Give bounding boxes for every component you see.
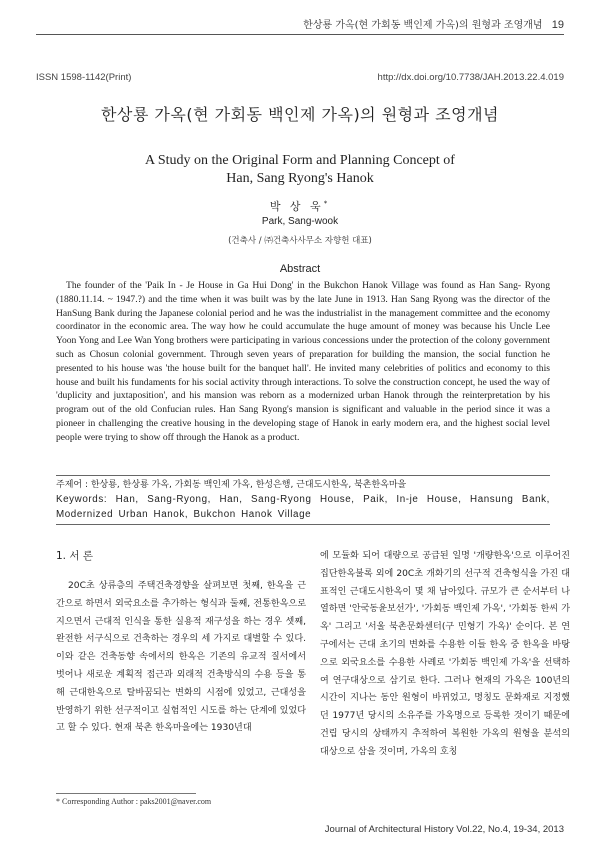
abstract-body (56, 279, 550, 445)
page-number: 19 (551, 19, 564, 31)
title-korean: 한상룡 가옥(현 가회동 백인제 가옥)의 원형과 조영개념 (100, 105, 500, 124)
author-korean (0, 198, 600, 214)
body-left-text: 20C초 상류층의 주택건축경향을 살펴보면 첫째, 한옥을 근간으로 하면서 외국요소를 추가하는 형식과 둘째, 전통한옥으로 지으면서 근대적 인식을 통한 실용적 재구성을 하는 경우 셋째, 완전한 서구식으로 건축하는 경우의 세 가지로 대별할 수 있다. 이와 같은 건축동향 속에서의 한옥은 기존의 유교적 질서에서 벗어나 새로운 계획적 접근과 외래적 건축방식의 수용 등을 통해 근대한옥으로 탈바꿈되는 변화의 시점에 있었고, 근대성을 반영하기 위한 선구적이고 실험적인 시도를 하는 단계에 있었다고 할 수 있다. 현재 북촌 한옥마을에는 1930년대 (56, 581, 306, 734)
section-heading: 1. 서 론 (56, 550, 93, 562)
header-rule (36, 34, 564, 35)
abstract-heading: Abstract (279, 263, 321, 275)
abstract-text: The founder of the 'Paik In - Je House in Ga Hui Dong' in the Bukchon Hanok Village was found as Han Sang- Ryong (1880.11.14. ~ 1947.?) and the time when it was built was by the late June in 1913. Han Sang Ryong was the director of the HanSung Bank during the Japanese colonial period and he was the industrialist in the management committee and the economy coordinator in the economic area. The way how he could accumulate the huge amount of money was because his Uncle Lee Yoon Yong and Lee Wan Yong brothers were participating in various concessions under the protection of the colony government such as Chosun colonial government. Through seven years of preparation for building the mansion, the social function he presented to his house was 'the house built for the banquet hall'. He invited many celebrities of politics and economy to this house and built his fundaments for his social activity through interactions. To solve the construction concept, he used the way of 'duplicity and juxtaposition', and his mansion was reborn as a modernized urban Hanok through the reinterpretation by his program out of the old Confucian rules. Han Sang Ryong's mansion is significant and valuable in the period since it was a pioneer in challenging the creative housing in the developing stage of Hanok in early modern era, and the highest social level people were trying to show off through the Hanok as a product. (56, 280, 550, 443)
running-header (303, 16, 564, 31)
journal-citation: Journal of Architectural History Vol.22, No.4, 19-34, 2013 (324, 824, 564, 835)
title-english-line1: A Study on the Original Form and Planning Concept of (145, 153, 455, 168)
body-left-column (56, 578, 306, 738)
keywords-bottom-rule (56, 524, 550, 525)
title-english (0, 152, 600, 188)
footnote-rule (56, 793, 196, 794)
keywords-top-rule (56, 475, 550, 476)
keywords-english: Keywords: Han, Sang-Ryong, Han, Sang-Ryong House, Paik, In-je House, Hansung Bank, Modernized Urban Hanok, Bukchon Hanok Village (56, 494, 550, 520)
body-right-column (320, 548, 570, 762)
keywords-korean: 주제어 : 한상룡, 한상룡 가옥, 가회동 백인제 가옥, 한성은행, 근대도시한옥, 북촌한옥마을 (56, 480, 407, 490)
doi-link[interactable]: http://dx.doi.org/10.7738/JAH.2013.22.4.019 (377, 72, 564, 83)
corresponding-author-footnote: * Corresponding Author : paks2001@naver.com (56, 797, 212, 806)
title-english-line2: Han, Sang Ryong's Hanok (226, 171, 374, 186)
author-english: Park, Sang-wook (261, 216, 339, 227)
author-footnote-mark: * (323, 199, 331, 208)
running-title: 한상룡 가옥(현 가회동 백인제 가옥)의 원형과 조영개념 (303, 20, 543, 31)
author-affiliation: (건축사 / ㈜건축사사무소 자향헌 대표) (228, 236, 372, 246)
issn: ISSN 1598-1142(Print) (36, 72, 132, 83)
body-right-text: 에 모듈화 되어 대량으로 공급된 일명 '개량한옥'으로 이루어진 집단한옥불록 외에 20C초 개화기의 선구적 건축형식을 가진 대표적인 근대도시한옥이 몇 채 남아있다. 규모가 큰 순서부터 나열하면 '안국동윤보선가', '가회동 백인제 가옥', '가회동 한씨 가옥' 그리고 '서울 북촌문화센터(구 민형기 가옥)' 순이다. 본 연구에서는 근대 초기의 변화를 수용한 이들 한옥 중 한옥을 바탕으로 외국요소를 수용한 사례로 '가회동 백인제 가옥'을 선택하여 연구대상으로 삼기로 한다. 그러나 현재의 가옥은 100년의 시간이 지나는 동안 원형이 바뀌었고, 명칭도 문화재로 지정했던 1977년 당시의 소유주를 가옥명으로 등록한 것이기 때문에 건립 당시의 상태까지 추적하여 복원한 가옥의 원형을 분석의 대상으로 삼을 것이며, 가옥의 호칭 (320, 551, 570, 757)
author-name-korean: 박 상 욱 (269, 200, 324, 213)
